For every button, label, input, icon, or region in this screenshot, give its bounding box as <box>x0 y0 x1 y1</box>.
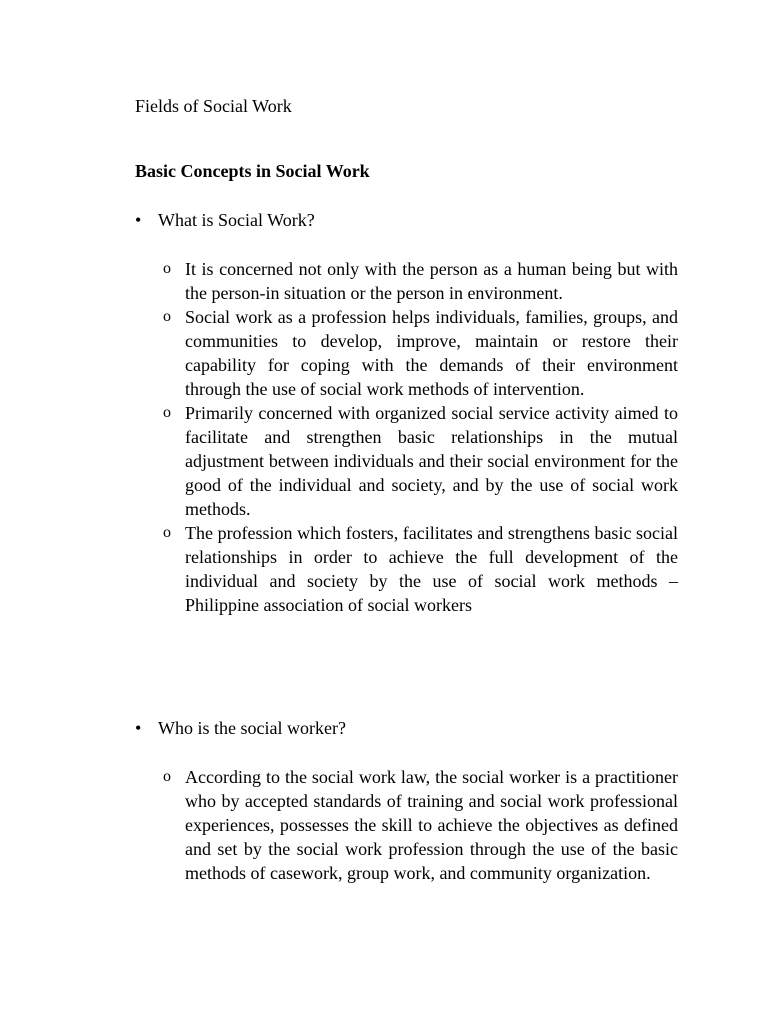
answer-item <box>160 521 678 617</box>
answers-who-is-the-social-worker <box>160 765 678 885</box>
answer-text: Primarily concerned with organized social service activity aimed to facilitate and strengthen basic relationships in the mutual adjustment between individuals and their social environment for the good of the individual and society, and by the use of social work methods. <box>185 403 678 519</box>
answer-item <box>160 765 678 885</box>
document-title: Fields of Social Work <box>135 96 292 116</box>
answer-item <box>160 257 678 305</box>
answer-text: It is concerned not only with the person as a human being but with the person-in situation or the person in environment. <box>185 259 678 303</box>
bullet-icon: • <box>135 718 142 738</box>
section-heading: Basic Concepts in Social Work <box>135 161 370 181</box>
circle-bullet-icon: o <box>163 404 171 421</box>
bullet-icon: • <box>135 210 142 230</box>
circle-bullet-icon: o <box>163 524 171 541</box>
answer-item <box>160 305 678 401</box>
circle-bullet-icon: o <box>163 260 171 277</box>
question-text: What is Social Work? <box>158 210 315 230</box>
answer-item <box>160 401 678 521</box>
circle-bullet-icon: o <box>163 768 171 785</box>
answer-text: Social work as a profession helps individuals, families, groups, and communities to develop, improve, maintain or restore their capability for coping with the demands of their environment through the use of social work methods of intervention. <box>185 307 678 399</box>
circle-bullet-icon: o <box>163 308 171 325</box>
answers-what-is-social-work <box>160 257 678 617</box>
answer-text: The profession which fosters, facilitates and strengthens basic social relationships in order to achieve the full development of the individual and society by the use of social work methods –Philippine association of social workers <box>185 523 678 615</box>
question-text: Who is the social worker? <box>158 718 346 738</box>
answer-text: According to the social work law, the social worker is a practitioner who by accepted standards of training and social work professional experiences, possesses the skill to achieve the objectives as defined and set by the social work profession through the use of the basic methods of casework, group work, and community organization. <box>185 767 678 883</box>
